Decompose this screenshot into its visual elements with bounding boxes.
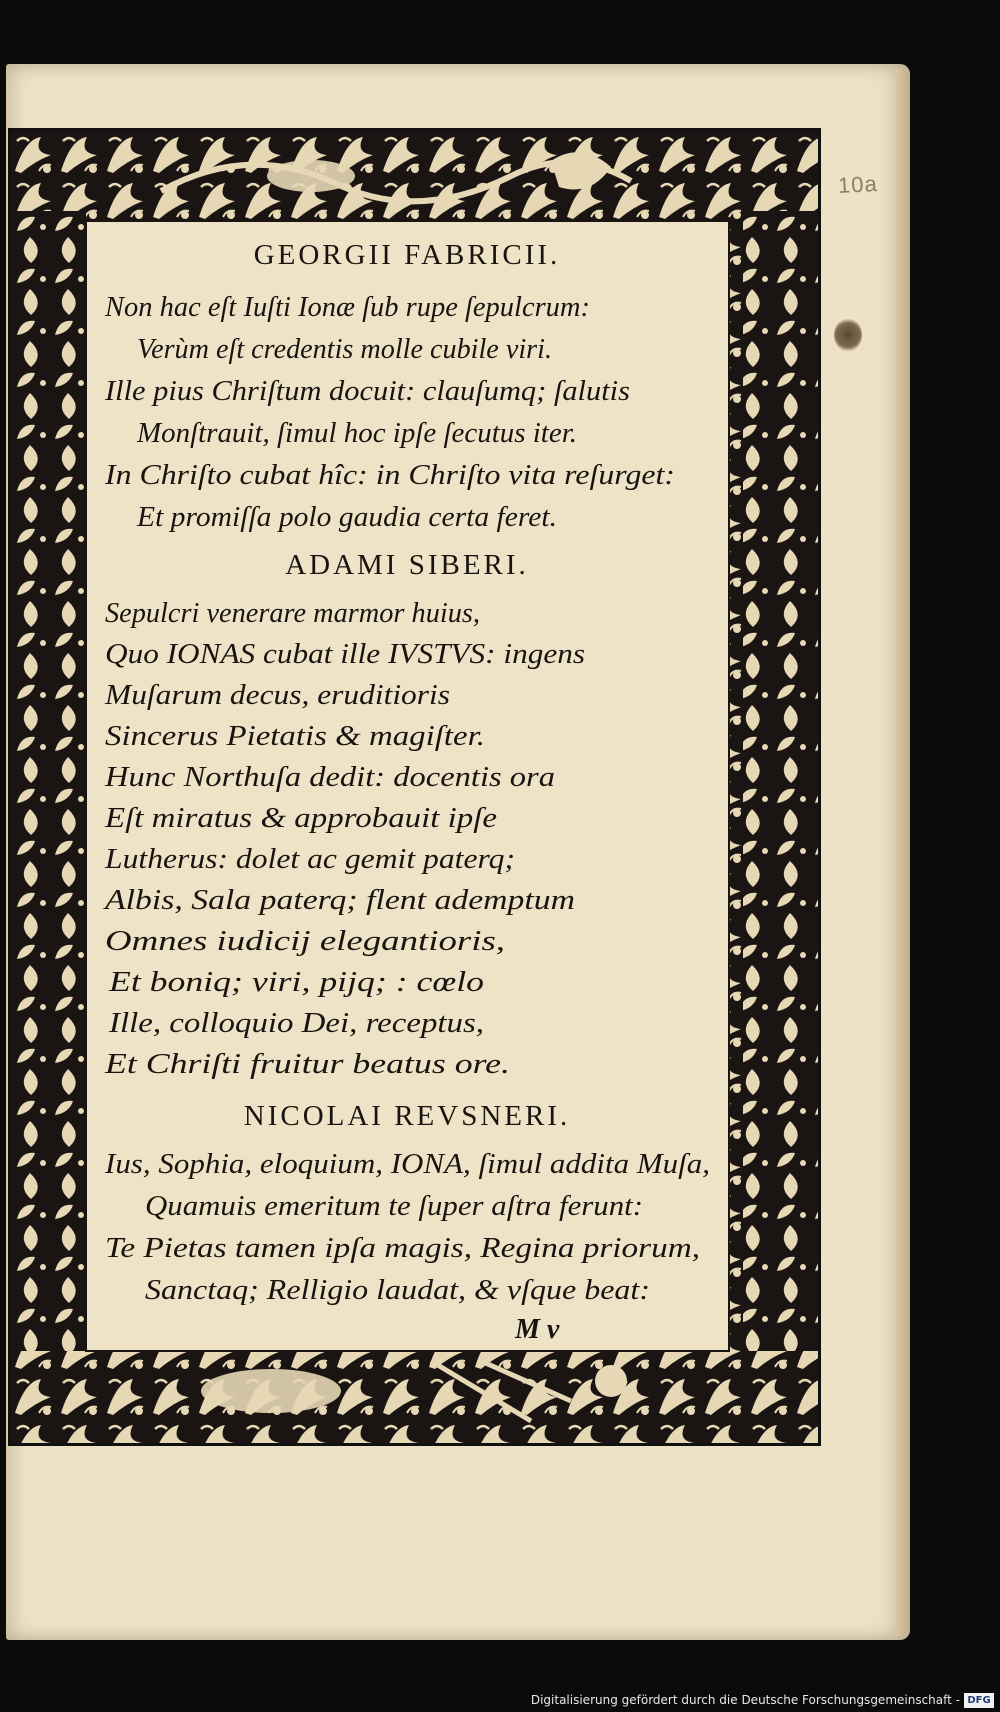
section-heading-siberus: ADAMI SIBERI. xyxy=(285,549,529,581)
verse-line: Ille pius Chriſtum docuit: clauſumq; ſalutis xyxy=(103,375,630,407)
verse-line: In Chriſto cubat hîc: in Chriſto vita reſurget: xyxy=(103,459,675,491)
verse-line: Hunc Northuſa dedit: docentis ora xyxy=(103,761,555,793)
page-edge xyxy=(896,70,910,1636)
verse-line: Et Chriſti fruitur beatus ore. xyxy=(103,1048,510,1080)
verse-line: Et promiſſa polo gaudia certa feret. xyxy=(135,501,557,533)
verse-line: Ille, colloquio Dei, receptus, xyxy=(107,1007,485,1039)
verse-line: Non hac eſt Iuſti Ionæ ſub rupe ſepulcrum: xyxy=(104,291,590,323)
verse-line: Quo IONAS cubat ille IVSTVS: ingens xyxy=(105,638,585,670)
verse-line: Monſtrauit, ſimul hoc ipſe ſecutus iter. xyxy=(136,417,577,449)
verse-line: Quamuis emeritum te ſuper aſtra ferunt: xyxy=(145,1190,643,1222)
verse-line: Muſarum decus, eruditioris xyxy=(103,679,450,711)
verse-line: Te Pietas tamen ipſa magis, Regina priorum, xyxy=(105,1232,700,1264)
verse-line: Albis, Sala paterq; flent ademptum xyxy=(102,884,576,916)
verse-line: Sincerus Pietatis & magiſter. xyxy=(105,720,485,752)
text-block xyxy=(85,220,730,1352)
text-block-lines xyxy=(87,222,728,1350)
verse-line: Eſt miratus & approbauit ipſe xyxy=(103,802,498,834)
signature-mark: M v xyxy=(515,1314,560,1345)
verse-line: Lutherus: dolet ac gemit paterq; xyxy=(103,843,515,875)
verse-line: Verùm eſt credentis molle cubile viri. xyxy=(137,333,552,365)
verse-line: Ius, Sophia, eloquium, IONA, ſimul addita Muſa, xyxy=(103,1148,710,1180)
footer-credit: Digitalisierung gefördert durch die Deutsche Forschungsgemeinschaft - xyxy=(530,1693,960,1707)
dfg-logo: DFG xyxy=(964,1693,994,1708)
verse-line: Omnes iudicij elegantioris, xyxy=(105,925,506,957)
verse-line: Sepulcri venerare marmor huius, xyxy=(105,597,480,629)
verse-line: Sanctaq; Relligio laudat, & vſque beat: xyxy=(145,1274,650,1306)
verse-line: Et boniq; viri, pijq; : cœlo xyxy=(107,966,485,998)
section-heading-reusnerus: NICOLAI REVSNERI. xyxy=(243,1100,571,1132)
section-heading-fabricius: GEORGII FABRICII. xyxy=(253,239,561,271)
folio-mark: 10a xyxy=(837,170,879,199)
ink-blot xyxy=(834,318,862,352)
